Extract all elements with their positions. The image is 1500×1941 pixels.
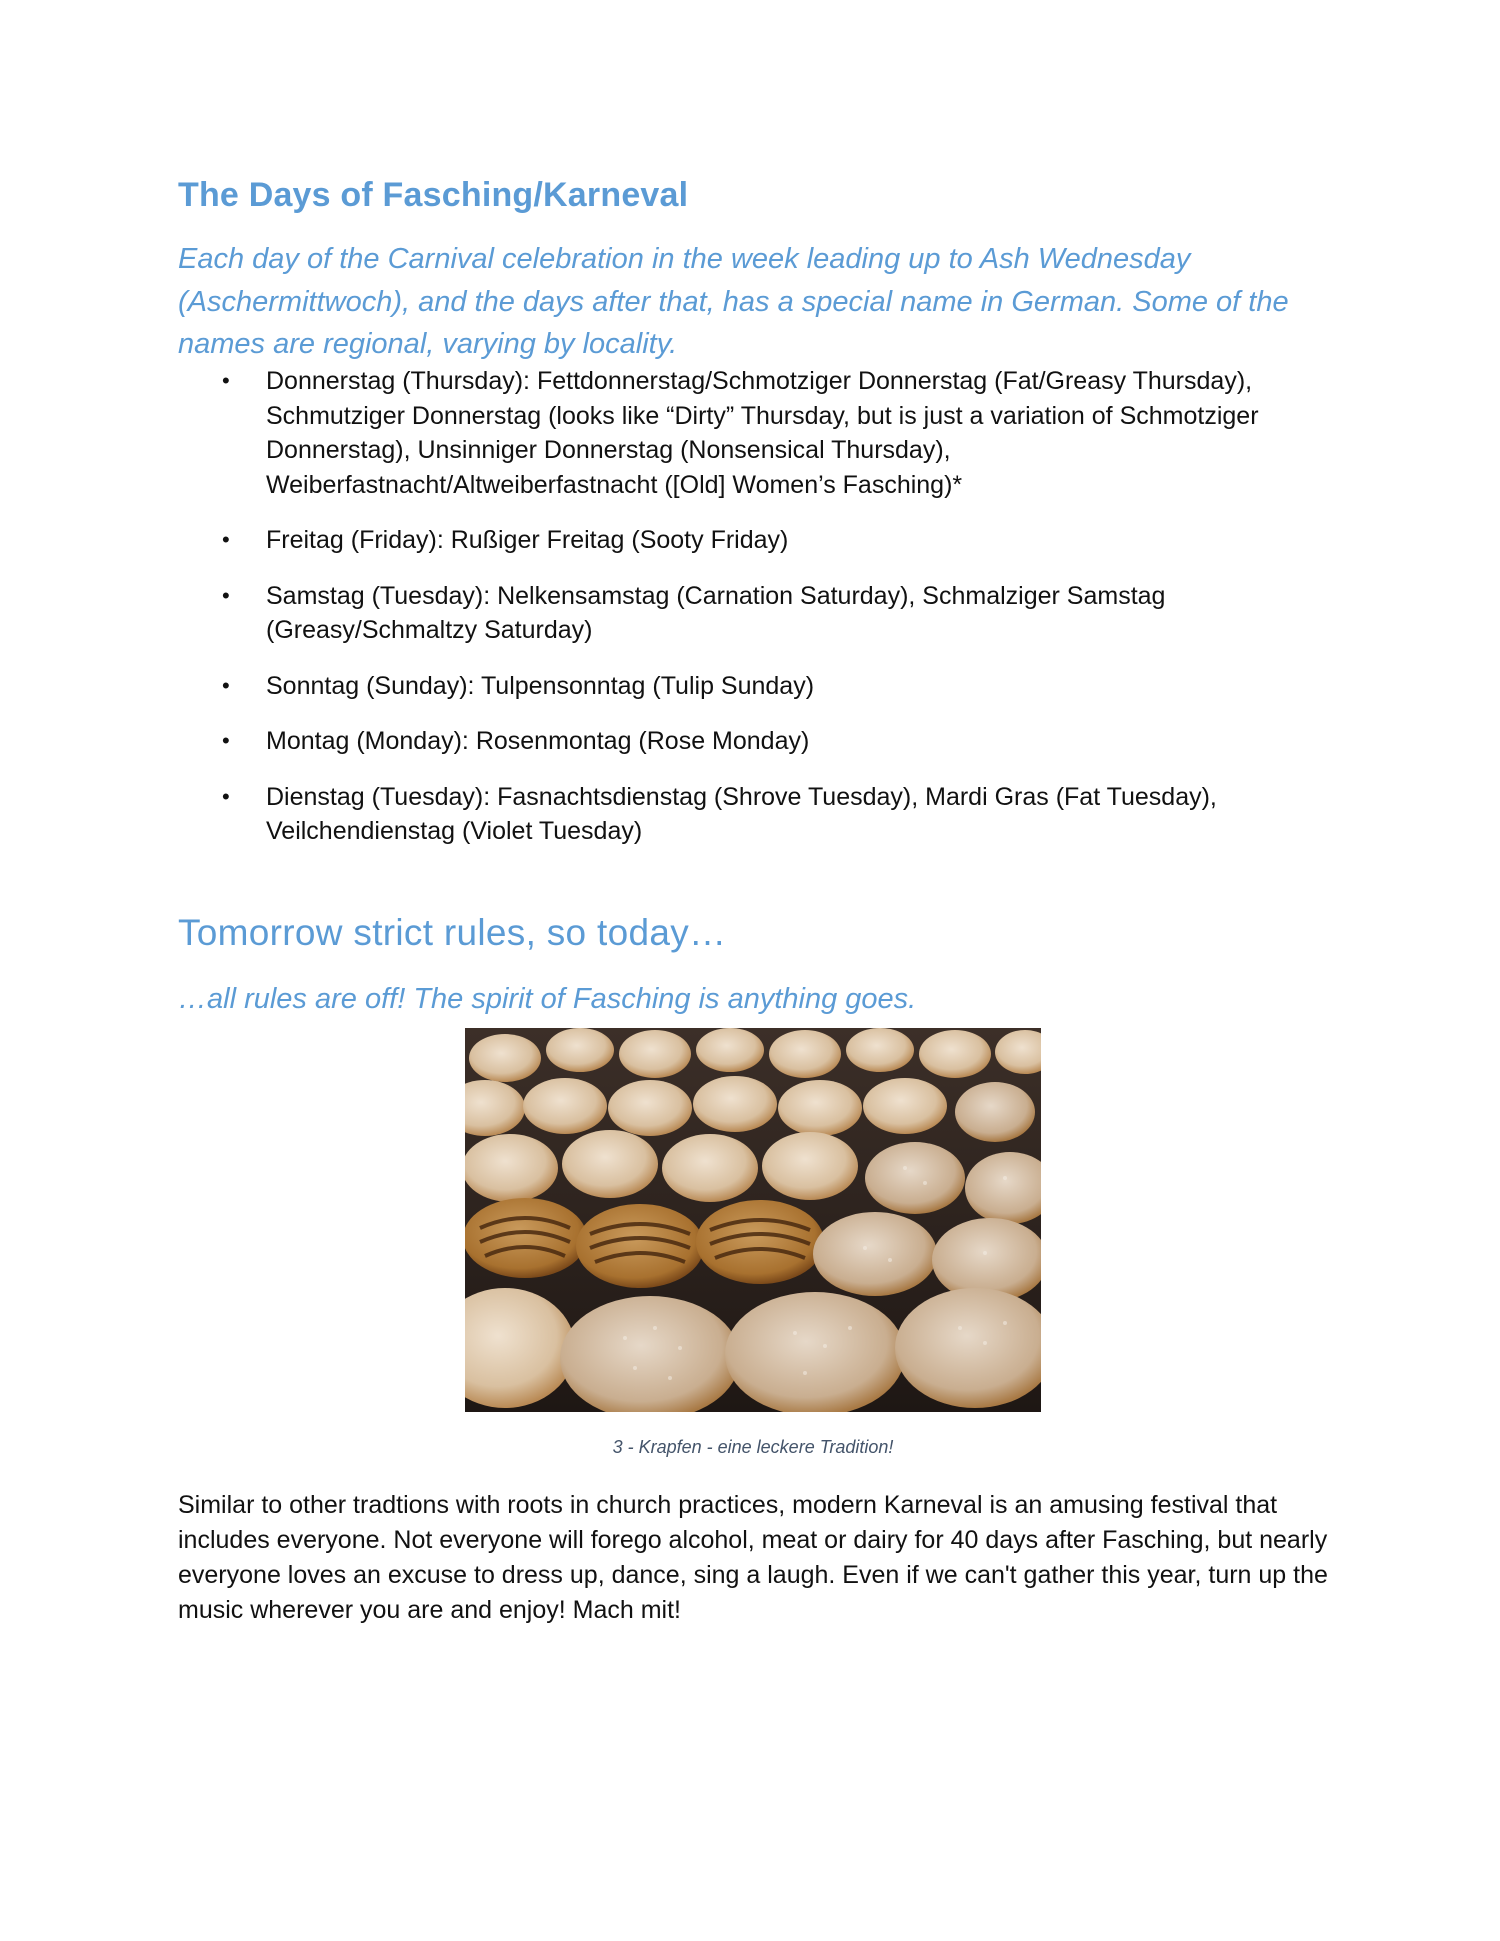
bullet-icon: • <box>222 582 230 608</box>
list-item <box>178 364 1338 502</box>
list-item <box>178 523 1338 558</box>
page-title: The Days of Fasching/Karneval <box>178 176 689 214</box>
list-item <box>178 669 1338 704</box>
list-item-text: Montag (Monday): Rosenmontag (Rose Monday) <box>266 727 810 755</box>
bullet-icon: • <box>222 728 230 753</box>
bullet-icon: • <box>222 368 230 393</box>
list-item-text: Sonntag (Sunday): Tulpensonntag (Tulip Sunday) <box>266 671 815 700</box>
figure-caption: 3 - Krapfen - eine leckere Tradition! <box>612 1437 894 1457</box>
list-item-text: Dienstag (Tuesday): Fasnachtsdienstag (Shrove Tuesday), Mardi Gras (Fat Tuesday), Veilchendienstag (Violet Tuesday) <box>266 782 1217 845</box>
list-item-text: Donnerstag (Thursday): Fettdonnerstag/Schmotziger Donnerstag (Fat/Greasy Thursday), Schmutziger Donnerstag (looks like “Dirty” Thursday, but is just a variation of Schmotziger Donnerstag), Unsinniger Donnerstag (Nonsensical Thursday), Weiberfastnacht/Altweiberfastnacht ([Old] Women’s Fasching)* <box>266 367 1259 499</box>
days-list <box>178 364 1338 870</box>
bullet-icon: • <box>222 672 230 698</box>
list-item <box>178 724 1338 759</box>
bullet-icon: • <box>222 783 230 809</box>
closing-paragraph: Similar to other tradtions with roots in church practices, modern Karneval is an amusing festival that includes everyone. Not everyone will forego alcohol, meat or dairy for 40 days after Fasching, but nearly everyone loves an excuse to dress up, dance, sing a laugh. Even if we can't gather this year, turn up the music wherever you are and enjoy! Mach mit! <box>178 1491 1328 1624</box>
krapfen-image <box>465 1028 1041 1412</box>
list-item <box>178 579 1338 648</box>
list-item-text: Freitag (Friday): Rußiger Freitag (Sooty Friday) <box>266 526 789 554</box>
list-item <box>178 780 1338 849</box>
krapfen-photo <box>465 1028 1041 1412</box>
bullet-icon: • <box>222 527 230 552</box>
section-subheading: …all rules are off! The spirit of Fasching is anything goes. <box>178 983 917 1015</box>
list-item-text: Samstag (Tuesday): Nelkensamstag (Carnation Saturday), Schmalziger Samstag (Greasy/Schmaltzy Saturday) <box>266 581 1166 644</box>
intro-subtitle: Each day of the Carnival celebration in the week leading up to Ash Wednesday (Aschermittwoch), and the days after that, has a special name in German. Some of the names are regional, varying by locality. <box>178 243 1289 360</box>
section-heading: Tomorrow strict rules, so today… <box>178 912 727 953</box>
